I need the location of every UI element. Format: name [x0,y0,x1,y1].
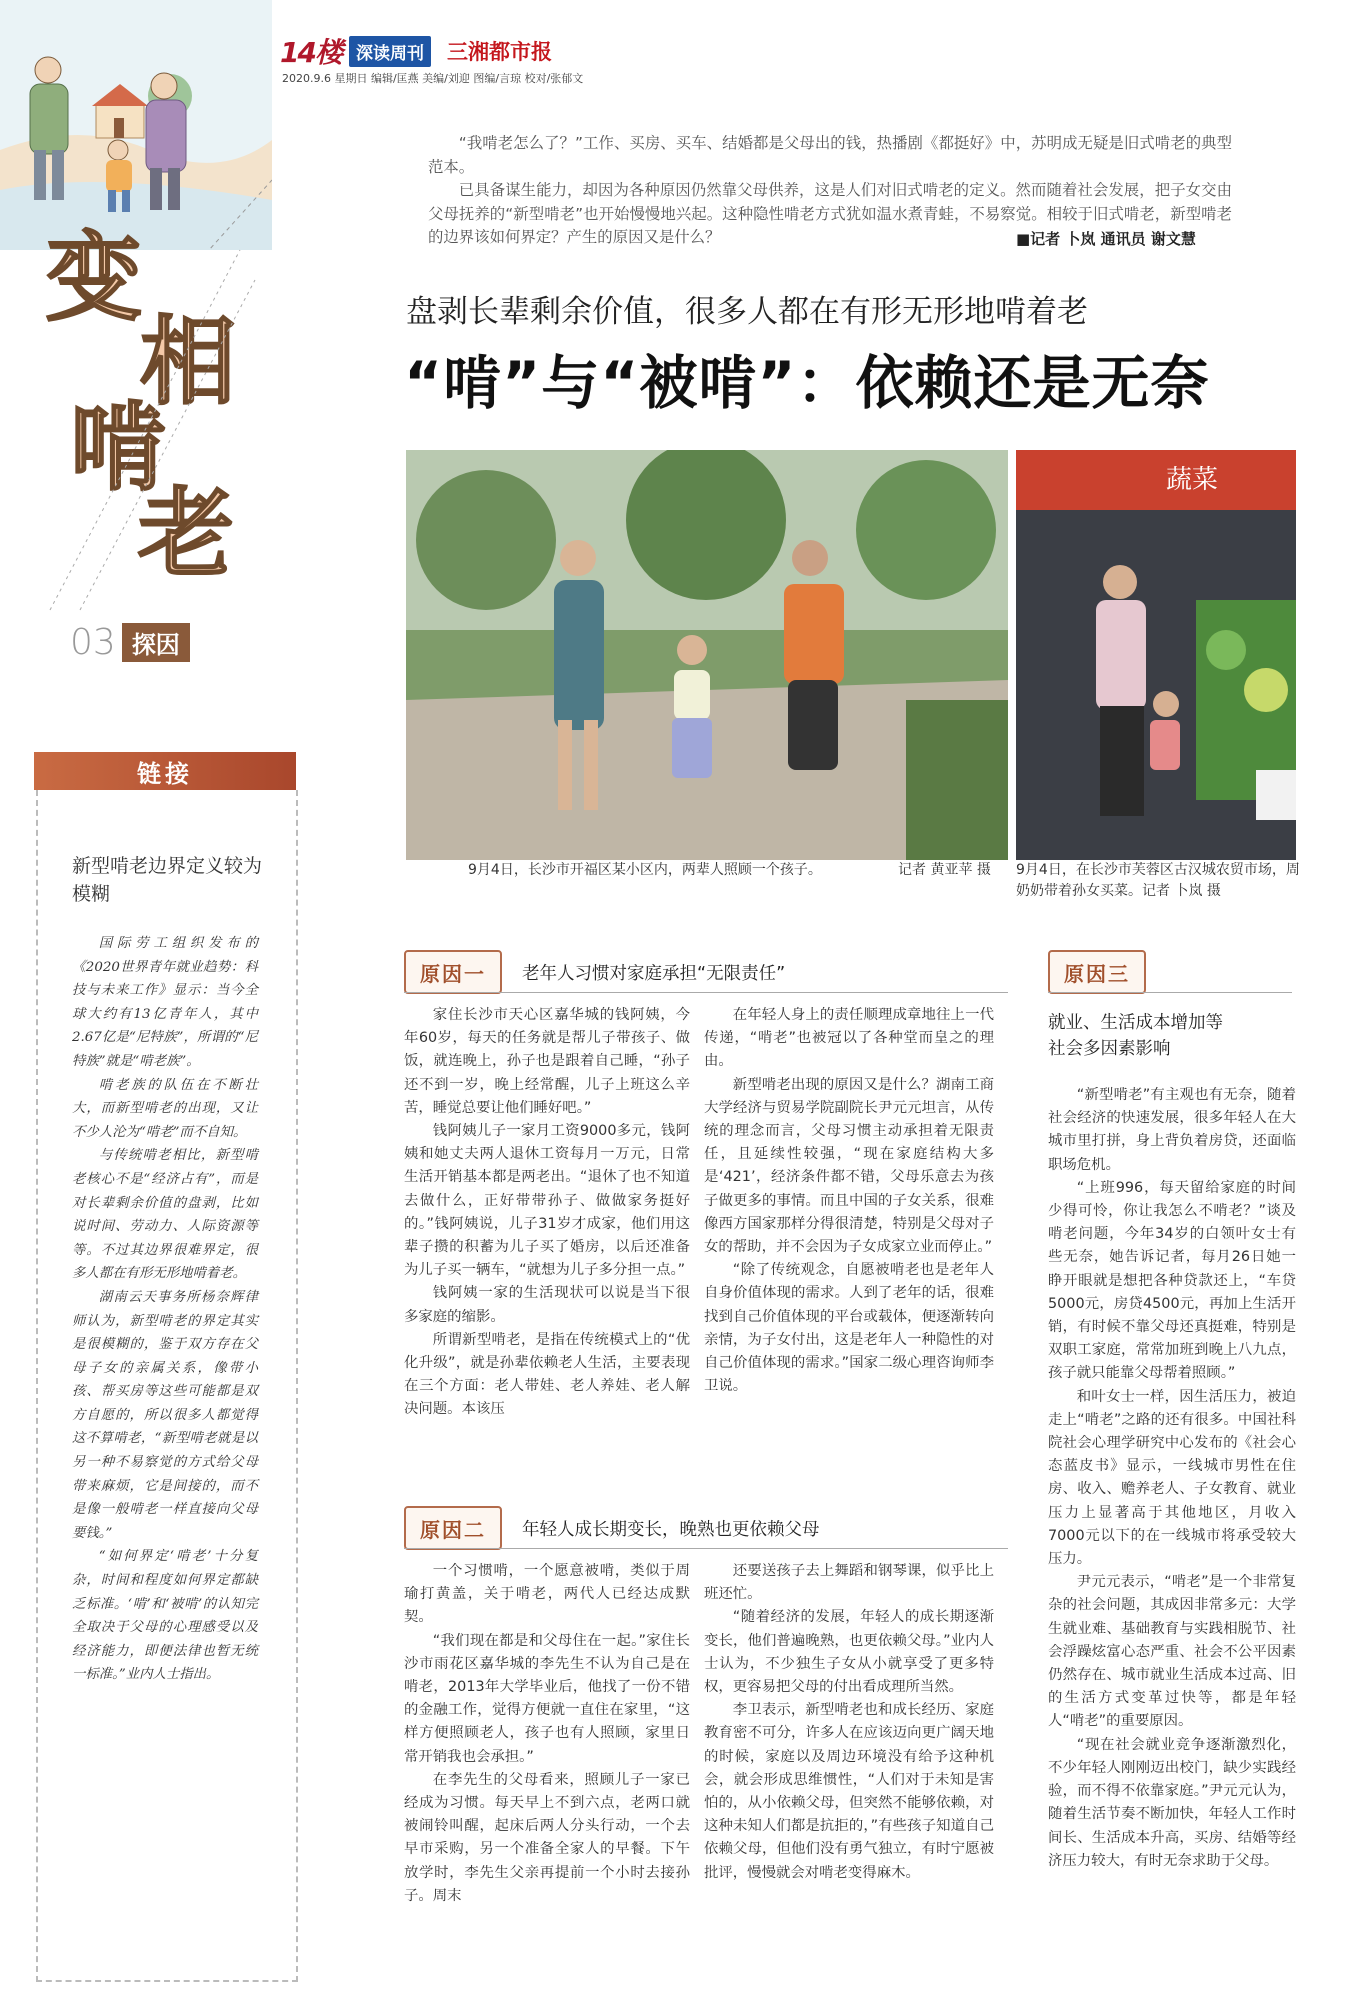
photo-credit-left: 记者 黄亚苹 摄 [898,862,991,878]
paragraph: 家住长沙市天心区嘉华城的钱阿姨，今年60岁，每天的任务就是帮儿子带孩子、做饭，就连晚上，孙子也是跟着自己睡，“孙子还不到一岁，晚上经常醒，儿子上班这么辛苦，睡觉总要让他们睡好吧。” [404,1007,690,1116]
paragraph: 在李先生的父母看来，照顾儿子一家已经成为习惯。每天早上不到六点，老两口就被闹铃叫醒，起床后两人分头行动，一个去早市采购，另一个准备全家人的早餐。下午放学时，李先生父亲再提前一个小时去接孙子。周末 [404,1771,690,1904]
title-decoration-lines [40,240,260,620]
section-1-title: 老年人习惯对家庭承担“无限责任” [522,964,786,984]
section-2-column-2 [704,1560,994,1980]
feature-label: 探因 [122,623,190,662]
paragraph: “随着经济的发展，年轻人的成长期逐渐变长，他们普遍晚熟，也更依赖父母。”业内人士认为，不少独生子女从小就享受了更多特权，更容易把父母的付出看成理所当然。 [704,1609,994,1696]
sidebar-paragraph: “如何界定‘啃老’十分复杂，时间和程度如何界定都缺乏标准。‘啃’和‘被啃’的认知完全取决于父母的心理感受以及经济能力，即便法律也暂无统一标准。”业内人士指出。 [72,1549,258,1683]
paragraph: “除了传统观念，自愿被啃老也是老年人自身价值体现的需求。人到了老年的话，很难找到自己价值体现的平台或载体，便逐渐转向亲情，为子女付出，这是老年人一种隐性的对自己价值体现的需求。”国家二级心理咨询师李卫说。 [704,1262,994,1395]
vertical-title-char-2: 相 [140,305,236,418]
paragraph: 还要送孩子去上舞蹈和钢琴课，似乎比上班还忙。 [704,1563,994,1603]
stall-sign-text: 蔬菜 [1166,465,1219,495]
section-3-label: 原因三 [1048,950,1146,994]
lead-paragraph: 已具备谋生能力，却因为各种原因仍然靠父母供养，这是人们对旧式啃老的定义。然而随着社会发展，把子女交由父母抚养的“新型啃老”也开始慢慢地兴起。这种隐性啃老方式犹如温水煮青蛙，不易察觉。相较于旧式啃老，新型啃老的边界该如何界定？产生的原因又是什么？ [428,181,1232,246]
paragraph: 新型啃老出现的原因又是什么？湖南工商大学经济与贸易学院副院长尹元元坦言，从传统的理念而言，父母习惯主动承担着无限责任，且延续性较强，“现在家庭结构大多是‘421’，经济条件都不错，父母乐意去为孩子做更多的事情。而且中国的子女关系，很难像西方国家那样分得很清楚，特别是父母对子女的帮助，并不会因为子女成家立业而停止。” [704,1076,994,1256]
sidebar-paragraph: 与传统啃老相比，新型啃老核心不是“经济占有”，而是对长辈剩余价值的盘剥，比如说时间、劳动力、人际资源等等。不过其边界很难界定，很多人都在有形无形地啃着老。 [72,1148,258,1282]
sidebar-paragraph: 湖南云天事务所杨奈辉律师认为，新型啃老的界定其实是很模糊的，鉴于双方存在父母子女的亲属关系，像带小孩、帮买房等这些可能都是双方自愿的，所以很多人都觉得这不算啃老，“新型啃老就是以另一种不易察觉的方式给父母带来麻烦，它是间接的，而不是像一般啃老一样直接向父母要钱。” [72,1289,258,1541]
section-2-rule [404,1548,1008,1549]
section-1-column-1 [404,1004,690,1460]
newspaper-name: 三湘都市报 [446,40,552,64]
section-1-column-2 [704,1004,994,1460]
paragraph: 所谓新型啃老，是指在传统模式上的“优化升级”，就是孙辈依赖老人生活，主要表现在三个方面：老人带娃、老人养娃、老人解决问题。本该压 [404,1331,690,1418]
feature-tag [70,622,190,663]
section-2-title: 年轻人成长期变长，晚熟也更依赖父母 [522,1520,820,1540]
subheadline: 盘剥长辈剩余价值，很多人都在有形无形地啃着老 [406,294,1088,330]
paragraph: 钱阿姨儿子一家月工资9000多元，钱阿姨和她丈夫两人退休工资每月一万元，日常生活开销基本都是两老出。“退休了也不知道去做什么，正好带带孙子、做做家务挺好的。”钱阿姨说，儿子31岁才成家，他们用这辈子攒的积蓄为儿子买了婚房，以后还准备为儿子买一辆车，“就想为儿子多分担一点。” [404,1123,690,1279]
paragraph: “我们现在都是和父母住在一起。”家住长沙市雨花区嘉华城的李先生不认为自己是在啃老，2013年大学毕业后，他找了一份不错的金融工作，觉得方便就一直住在家里，“这样方便照顾老人，孩子也有人照顾，家里日常开销我也会承担。” [404,1632,690,1765]
sidebar-label: 链接 [34,752,296,790]
section-2-column-1 [404,1560,690,1980]
dateline: 2020.9.6 星期日 编辑/匡燕 美编/刘迎 图编/言琼 校对/张郁文 [282,72,584,85]
page-number: 14楼 [280,36,341,69]
section-3-title: 就业、生活成本增加等社会多因素影响 [1048,1013,1223,1059]
photo-caption-right: 9月4日，在长沙市芙蓉区古汉城农贸市场，周奶奶带着孙女买菜。记者 卜岚 摄 [1016,862,1300,899]
section-2-label: 原因二 [404,1506,502,1550]
feature-number: 03 [70,622,116,663]
section-1-rule [404,992,1008,993]
grandparents-illustration [0,0,272,250]
sidebar-paragraph: 国际劳工组织发布的《2020世界青年就业趋势：科技与未来工作》显示：当今全球大约有13亿青年人，其中2.67亿是“尼特族”，所谓的“尼特族”就是“啃老族”。 [72,936,258,1069]
paragraph: 尹元元表示，“啃老”是一个非常复杂的社会问题，其成因非常多元：大学生就业难、基础教育与实践相脱节、社会浮躁炫富心态严重、社会不公平因素仍然存在、城市就业生活成本过高、旧的生活方式变革过快等，都是年轻人“啃老”的重要原因。 [1048,1574,1296,1730]
photo-grandparents-child [406,450,1008,860]
sidebar-heading: 新型啃老边界定义较为模糊 [72,855,263,905]
paragraph: 李卫表示，新型啃老也和成长经历、家庭教育密不可分，许多人在应该迈向更广阔天地的时候，家庭以及周边环境没有给予这种机会，就会形成思维惯性，“人们对于未知是害怕的，从小依赖父母，但突然不能够依赖，对这种未知人们都是抗拒的，”有些孩子知道自己依赖父母，但他们没有勇气独立，有时宁愿被批评，慢慢就会对啃老变得麻木。 [704,1702,994,1881]
lead-paragraph: “我啃老怎么了？”工作、买房、买车、结婚都是父母出的钱，热播剧《都挺好》中，苏明成无疑是旧式啃老的典型范本。 [428,134,1232,176]
vertical-title-char-3: 啃 [70,391,166,504]
section-1-label: 原因一 [404,950,502,994]
paragraph: “新型啃老”有主观也有无奈，随着社会经济的快速发展，很多年轻人在大城市里打拼，身上背负着房贷，还面临职场危机。 [1048,1087,1296,1173]
byline: ■记者 卜岚 通讯员 谢文慧 [1016,230,1196,248]
paragraph: 和叶女士一样，因生活压力，被迫走上“啃老”之路的还有很多。中国社科院社会心理学研究中心发布的《社会心态蓝皮书》显示，一线城市男性在住房、收入、赡养老人、子女教育、就业压力上显著高于其他地区，月收入7000元以下的在一线城市将承受较大压力。 [1048,1388,1296,1568]
paragraph: 钱阿姨一家的生活现状可以说是当下很多家庭的缩影。 [404,1285,690,1325]
sidebar-body [72,932,258,1687]
paragraph: 在年轻人身上的责任顺理成章地往上一代传递，“啃老”也被冠以了各种堂而皇之的理由。 [704,1007,994,1070]
paragraph: “现在社会就业竞争逐渐激烈化，不少年轻人刚刚迈出校门，缺少实践经验，而不得不依靠家庭。”尹元元认为，随着生活节奏不断加快，年轻人工作时间长、生活成本升高，买房、结婚等经济压力较大，有时无奈求助于父母。 [1048,1736,1296,1869]
vertical-title-char-4: 老 [138,477,234,590]
photo-market-grandmother [1016,450,1296,860]
vertical-title-char-1: 变 [46,221,142,334]
paragraph: “上班996，每天留给家庭的时间少得可怜，你让我怎么不啃老？”谈及啃老问题，今年34岁的白领叶女士有些无奈，她告诉记者，每月26日她一睁开眼就是想把各种贷款还上，“车贷5000元，房贷4500元，再加上生活开销，有时候不靠父母还真挺难，特别是双职工家庭，常常加班到晚上八九点，孩子就只能靠父母帮着照顾。” [1048,1179,1296,1382]
section-3-column [1048,1084,1296,1984]
masthead [280,34,552,68]
sidebar-paragraph: 啃老族的队伍在不断壮大，而新型啃老的出现，又让不少人沦为“啃老”而不自知。 [72,1077,258,1140]
column-name: 深读周刊 [349,36,431,67]
photo-caption-left: 9月4日，长沙市开福区某小区内，两辈人照顾一个孩子。 [468,862,822,878]
main-headline: “啃”与“被啃”：依赖还是无奈 [404,349,1210,417]
section-3-rule [1048,992,1292,993]
paragraph: 一个习惯啃，一个愿意被啃，类似于周瑜打黄盖，关于啃老，两代人已经达成默契。 [404,1563,690,1626]
